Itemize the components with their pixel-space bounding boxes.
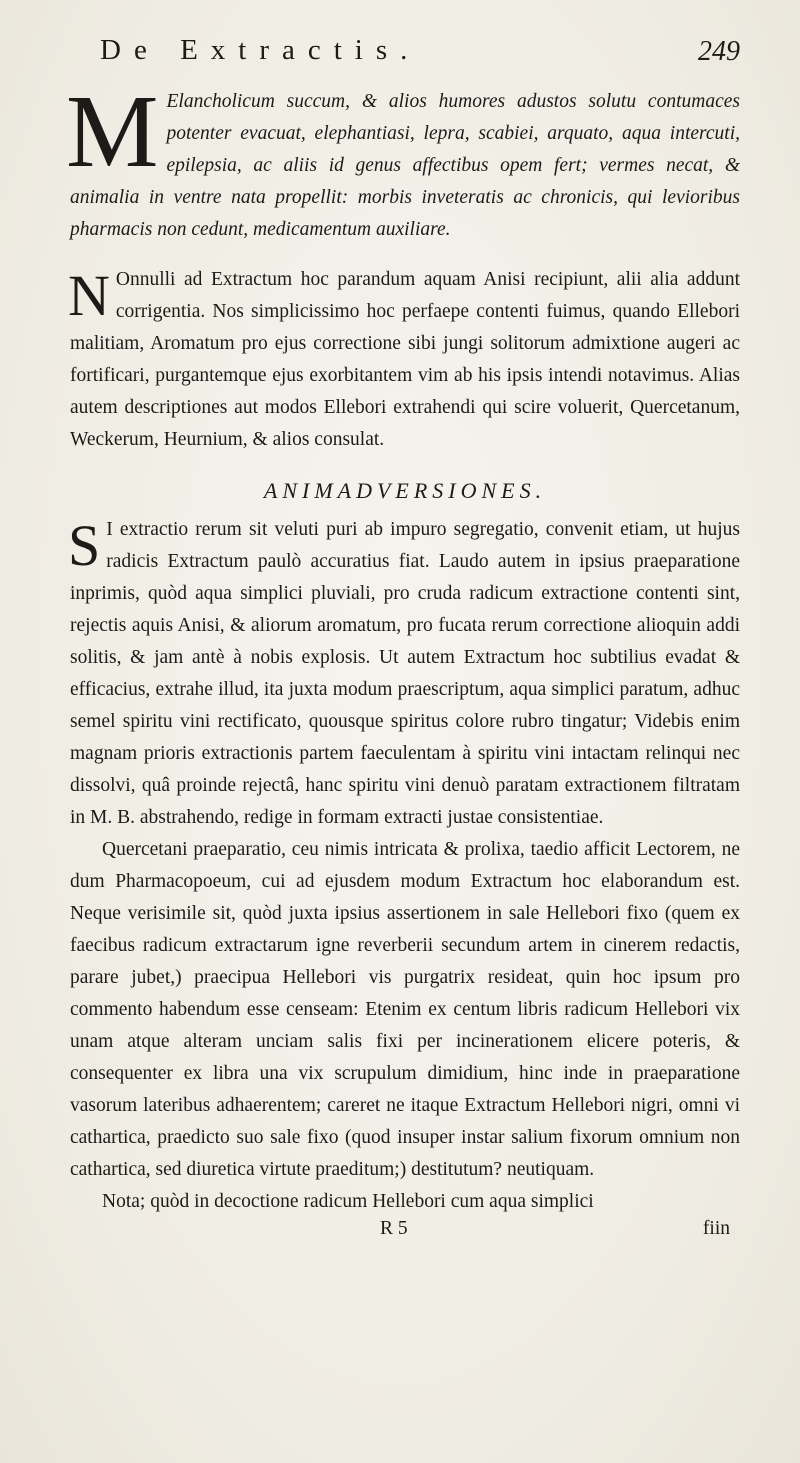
running-head: De Extractis. [100, 34, 421, 66]
si-text: I extractio rerum sit veluti puri ab impuro segregatio, convenit etiam, ut hujus radicis Extractum paulò accuratius fiat. Laudo autem in ipsius praeparatione inprimis, quòd aqua simplici pluviali, pro cruda radicum extractione contenti sint, rejectis aquis Anisi, & aliorum aromatum, pro fucata rerum correctione alioquin addi solitis, & jam antè à nobis explosis. Ut autem Extractum hoc subtilius evadat & efficacius, extrahe illud, ita juxta modum praescriptum, aqua simplici paratum, adhuc semel spiritu vini rectificato, quousque spiritus colore rubro tingatur; Videbis enim magnam prioris extractionis partem faeculentam à spiritu vini intactam relinqui nec dissolvi, quâ proinde rejectâ, hanc spiritu vini denuò paratam extractionem filtratam in M. B. abstrahendo, redige in formam extracti justae consistentiae. [70, 519, 740, 828]
section-heading: ANIMADVERSIONES. [263, 478, 547, 503]
page-header [70, 34, 740, 84]
nonnulli-text: Onnulli ad Extractum hoc parandum aquam Anisi recipiunt, alii alia addunt corrigentia. Nos simplicissimo hoc perfaepe contenti fuimus, quando Ellebori malitiam, Aromatum pro ejus correctione sibi jungi solitorum admixtione augeri ac fortificari, purgantemque ejus exorbitantem vim ab his ipsis intendi notavimus. Alias autem descriptiones aut modos Ellebori extrahendi qui scire voluerit, Quercetanum, Weckerum, Heurnium, & alios consulat. [70, 269, 740, 450]
intro-text: Elancholicum succum, & alios humores adustos solutu contumaces potenter evacuat, elephantiasi, lepra, scabiei, arquato, aqua intercuti, epilepsia, ac aliis id genus affectibus opem fert; vermes necat, & animalia in ventre nata propellit: morbis inveteratis ac chronicis, qui levioribus pharmacis non cedunt, medicamentum auxiliare. [70, 91, 740, 240]
quercetani-paragraph: Quercetani praeparatio, ceu nimis intricata & prolixa, taedio afficit Lectorem, ne dum Pharmacopoeum, cui ad ejusdem modum Extractum hoc elaborandum est. Neque verisimile sit, quòd juxta ipsius assertionem in sale Hellebori fixo (quem ex faecibus radicum extractarum igne reverberii secundum artem in cinerem redactis, parare jubet,) praecipua Hellebori vis purgatrix resideat, quin hoc ipsum pro commento habendum esse censeam: Etenim ex centum libris radicum Hellebori vix unam atque alteram unciam salis fixi per incinerationem elicere poteris, & consequenter ex libra una vix scrupulum dimidium, hinc inde in praeparatione vasorum lateribus adhaerentem; careret ne itaque Extractum Hellebori nigri, omni vi cathartica, praedicto suo sale fixo (quod insuper instar salium fixorum omnium non cathartica, sed diuretica virtute praeditum;) destitutum? neutiquam. [70, 839, 740, 1180]
drop-cap-m: M [66, 74, 159, 189]
signature-mark: R 5 [380, 1218, 408, 1239]
intro-paragraph [66, 74, 740, 246]
nota-paragraph: Nota; quòd in decoctione radicum Hellebori cum aqua simplici [102, 1191, 594, 1212]
si-paragraph [70, 514, 740, 834]
nonnulli-paragraph [70, 264, 740, 456]
drop-cap-n: N [68, 263, 110, 328]
page-number: 249 [698, 36, 740, 67]
catchword: fiin [702, 1218, 730, 1239]
page-content [66, 34, 740, 1250]
page-footer [70, 1218, 740, 1250]
drop-cap-s: S [68, 513, 101, 578]
